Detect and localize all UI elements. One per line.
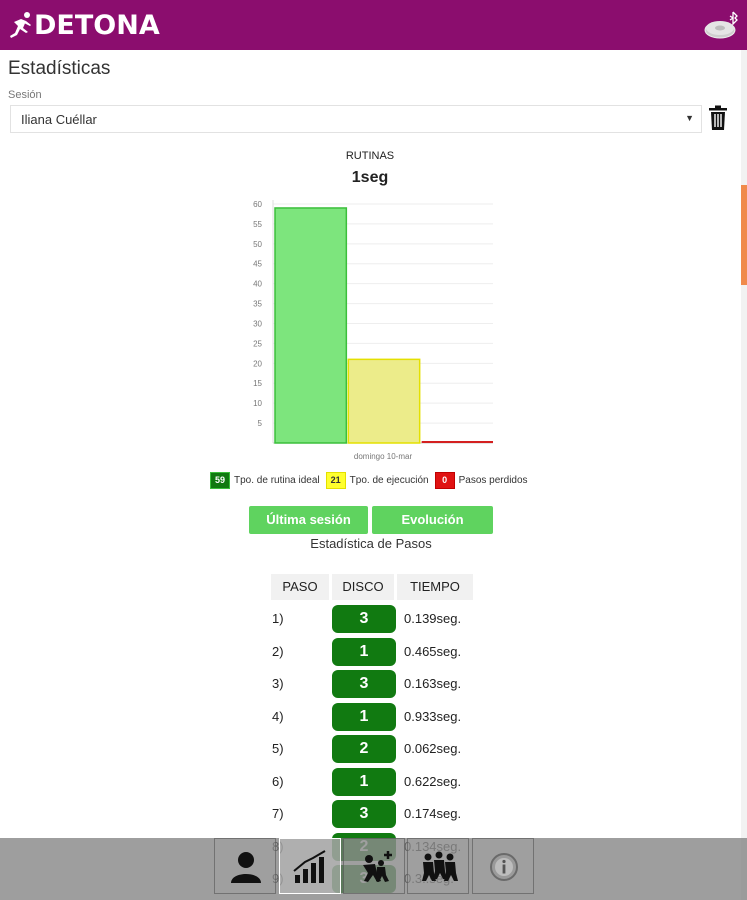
table-row [0,766,747,798]
table-row [0,603,747,635]
column-header-disco: DISCO [332,574,394,600]
nav-info-button[interactable] [472,838,534,894]
steps-title: Estadística de Pasos [310,536,432,551]
step-time: 0.062seg. [404,741,462,756]
disc-badge: 1 [332,768,396,796]
scrollbar-thumb[interactable] [741,185,747,285]
x-tick-label: domingo 10-mar [353,452,413,461]
bar [275,208,346,443]
trash-icon[interactable] [708,105,728,131]
add-player-icon [355,849,395,885]
nav-profile-button[interactable] [214,838,276,894]
y-tick-label: 45 [253,259,262,269]
step-number: 4) [272,708,284,724]
y-tick-label: 10 [253,399,262,409]
nav-group-button[interactable] [407,838,469,894]
step-number: 2) [272,643,284,659]
app-name: DETONA [34,9,160,41]
chart-legend [210,471,534,489]
chart-title: 1seg [351,169,389,186]
user-icon [226,849,266,885]
step-number: 7) [272,806,284,821]
disc-badge: 1 [332,638,396,666]
y-tick-label: 15 [253,379,262,389]
nav-add-player-button[interactable] [343,838,405,894]
step-time: 0.174seg. [404,806,462,821]
session-select[interactable] [10,105,702,133]
session-select-value: Iliana Cuéllar [21,112,97,127]
disc-badge: 2 [332,735,396,763]
y-tick-label: 60 [253,199,262,209]
chevron-down-icon: ▼ [685,113,694,123]
column-header-paso: PASO [271,574,329,600]
session-label: Sesión [8,89,42,101]
last-session-button[interactable]: Última sesión [249,506,368,534]
step-time: 0.163seg. [404,676,462,691]
y-tick-label: 50 [253,239,262,249]
legend-value-badge: 21 [326,472,346,489]
y-tick-label: 35 [253,299,262,309]
disc-bluetooth-icon[interactable] [702,8,742,42]
y-tick-label: 55 [253,219,262,229]
legend-label: Tpo. de ejecución [349,474,429,486]
step-time: 0.622seg. [404,773,462,789]
step-number: 5) [272,741,284,756]
table-row [0,798,747,830]
column-header-tiempo: TIEMPO [397,574,473,600]
step-number: 6) [272,773,284,789]
step-time: 0.465seg. [404,643,462,659]
legend-label: Tpo. de rutina ideal [234,474,320,486]
step-time: 0.933seg. [404,708,462,724]
y-tick-label: 40 [253,279,262,289]
disc-badge: 3 [332,800,396,828]
y-tick-label: 20 [253,359,262,369]
table-row [0,636,747,668]
table-row [0,701,747,733]
step-number: 1) [272,611,284,626]
info-icon [484,849,524,885]
disc-badge: 1 [332,703,396,731]
y-tick-label: 25 [253,339,262,349]
legend-value-badge: 0 [435,472,455,489]
chart-subtitle: RUTINAS [345,150,395,162]
statistics-icon [291,849,331,885]
table-row [0,668,747,700]
legend-label: Pasos perdidos [458,474,528,486]
disc-badge: 3 [332,605,396,633]
app-logo [8,7,160,43]
y-tick-label: 30 [253,319,262,329]
table-row [0,733,747,765]
y-tick-label: 5 [257,419,262,429]
nav-statistics-button[interactable] [279,838,341,894]
page-title: Estadísticas [8,58,111,79]
legend-value-badge: 59 [210,472,230,489]
disc-badge: 3 [332,670,396,698]
bar [348,359,419,443]
evolution-button[interactable]: Evolución [372,506,493,534]
runner-icon [8,10,34,40]
group-players-icon [419,849,459,885]
routines-bar-chart [235,195,500,465]
top-bar [0,0,747,50]
step-number: 3) [272,676,284,691]
bar [422,441,493,443]
step-time: 0.139seg. [404,611,462,626]
